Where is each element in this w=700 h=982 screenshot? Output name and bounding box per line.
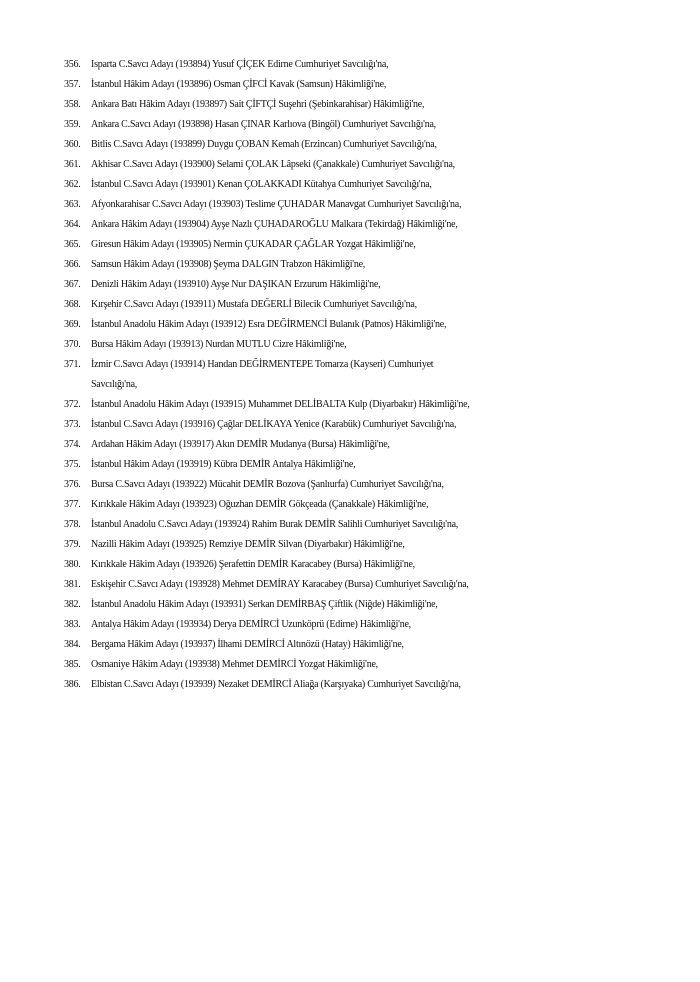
- list-item: [64, 295, 684, 315]
- item-number: 362.: [64, 179, 81, 190]
- item-number: 372.: [64, 399, 81, 410]
- list-item: [64, 95, 684, 115]
- item-text: Bitlis C.Savcı Adayı (193899) Duygu ÇOBAN Kemah (Erzincan) Cumhuriyet Savcılığı'na,: [91, 139, 437, 150]
- item-number: 374.: [64, 439, 81, 450]
- item-text: İstanbul Hâkim Adayı (193896) Osman ÇİFCİ Kavak (Samsun) Hâkimliği'ne,: [91, 79, 387, 90]
- list-item: [64, 215, 684, 235]
- list-item: [64, 595, 684, 615]
- item-number: 377.: [64, 499, 81, 510]
- list-item: [64, 455, 684, 475]
- item-number: 380.: [64, 559, 81, 570]
- item-text: İstanbul Anadolu Hâkim Adayı (193931) Serkan DEMİRBAŞ Çiftlik (Niğde) Hâkimliği'ne,: [91, 599, 438, 610]
- item-number: 356.: [64, 59, 81, 70]
- item-number: 367.: [64, 279, 81, 290]
- item-text: Kırşehir C.Savcı Adayı (193911) Mustafa DEĞERLİ Bilecik Cumhuriyet Savcılığı'na,: [91, 299, 417, 310]
- item-text: İstanbul Hâkim Adayı (193919) Kübra DEMİR Antalya Hâkimliği'ne,: [91, 459, 356, 470]
- item-number: 361.: [64, 159, 81, 170]
- item-text: Kırıkkale Hâkim Adayı (193926) Şerafettin DEMİR Karacabey (Bursa) Hâkimliği'ne,: [91, 559, 415, 570]
- item-text: İzmir C.Savcı Adayı (193914) Handan DEĞİRMENTEPE Tomarza (Kayseri) Cumhuriyet Savcılığı'na,: [91, 359, 434, 390]
- list-item: [64, 515, 684, 535]
- item-text: Osmaniye Hâkim Adayı (193938) Mehmet DEMİRCİ Yozgat Hâkimliği'ne,: [91, 659, 378, 670]
- item-number: 378.: [64, 519, 81, 530]
- item-text: İstanbul C.Savcı Adayı (193901) Kenan ÇOLAKKADI Kütahya Cumhuriyet Savcılığı'na,: [91, 179, 432, 190]
- list-item: [64, 535, 684, 555]
- list-item: [64, 315, 684, 335]
- list-item: [64, 655, 684, 675]
- item-text: İstanbul Anadolu Hâkim Adayı (193915) Muhammet DELİBALTA Kulp (Diyarbakır) Hâkimliği'ne,: [91, 399, 470, 410]
- list-item: [64, 615, 684, 635]
- item-text: Bergama Hâkim Adayı (193937) İlhami DEMİRCİ Altınözü (Hatay) Hâkimliği'ne,: [91, 639, 404, 650]
- item-number: 381.: [64, 579, 81, 590]
- item-number: 383.: [64, 619, 81, 630]
- list-item: [64, 335, 684, 355]
- item-number: 370.: [64, 339, 81, 350]
- list-item: [64, 495, 684, 515]
- item-text: Denizli Hâkim Adayı (193910) Ayşe Nur DAŞIKAN Erzurum Hâkimliği'ne,: [91, 279, 381, 290]
- item-number: 379.: [64, 539, 81, 550]
- list-item: [64, 675, 684, 695]
- item-number: 360.: [64, 139, 81, 150]
- item-number: 373.: [64, 419, 81, 430]
- list-item: [64, 155, 684, 175]
- list-item: [64, 135, 684, 155]
- item-text: İstanbul Anadolu C.Savcı Adayı (193924) Rahim Burak DEMİR Salihli Cumhuriyet Savcılığı'na,: [91, 519, 459, 530]
- appointment-list: [64, 55, 684, 695]
- item-number: 364.: [64, 219, 81, 230]
- list-item: [64, 355, 684, 395]
- item-number: 359.: [64, 119, 81, 130]
- list-item: [64, 195, 684, 215]
- item-number: 371.: [64, 359, 81, 370]
- item-number: 386.: [64, 679, 81, 690]
- item-number: 366.: [64, 259, 81, 270]
- item-text: Bursa Hâkim Adayı (193913) Nurdan MUTLU Cizre Hâkimliği'ne,: [91, 339, 347, 350]
- item-number: 376.: [64, 479, 81, 490]
- item-number: 357.: [64, 79, 81, 90]
- list-item: [64, 415, 684, 435]
- list-item: [64, 55, 684, 75]
- item-number: 382.: [64, 599, 81, 610]
- item-text: Kırıkkale Hâkim Adayı (193923) Oğuzhan DEMİR Gökçeada (Çanakkale) Hâkimliği'ne,: [91, 499, 429, 510]
- item-number: 375.: [64, 459, 81, 470]
- item-text: Ardahan Hâkim Adayı (193917) Akın DEMİR Mudanya (Bursa) Hâkimliği'ne,: [91, 439, 390, 450]
- list-item: [64, 275, 684, 295]
- item-text: Elbistan C.Savcı Adayı (193939) Nezaket DEMİRCİ Aliağa (Karşıyaka) Cumhuriyet Savcılığı'na,: [91, 679, 461, 690]
- item-text: Isparta C.Savcı Adayı (193894) Yusuf ÇİÇEK Edirne Cumhuriyet Savcılığı'na,: [91, 59, 389, 70]
- list-item: [64, 175, 684, 195]
- item-text: Ankara Batı Hâkim Adayı (193897) Sait ÇİFTÇİ Suşehri (Şebinkarahisar) Hâkimliği'ne,: [91, 99, 425, 110]
- item-number: 385.: [64, 659, 81, 670]
- item-text: Ankara C.Savcı Adayı (193898) Hasan ÇINAR Karlıova (Bingöl) Cumhuriyet Savcılığı'na,: [91, 119, 436, 130]
- list-item: [64, 115, 684, 135]
- item-text: Antalya Hâkim Adayı (193934) Derya DEMİRCİ Uzunköprü (Edirne) Hâkimliği'ne,: [91, 619, 411, 630]
- item-text: İstanbul Anadolu Hâkim Adayı (193912) Esra DEĞİRMENCİ Bulanık (Patnos) Hâkimliği'ne,: [91, 319, 447, 330]
- list-item: [64, 395, 684, 415]
- item-number: 369.: [64, 319, 81, 330]
- list-item: [64, 555, 684, 575]
- item-text: Samsun Hâkim Adayı (193908) Şeyma DALGIN Trabzon Hâkimliği'ne,: [91, 259, 366, 270]
- item-text: Ankara Hâkim Adayı (193904) Ayşe Nazlı ÇUHADAROĞLU Malkara (Tekirdağ) Hâkimliği'ne,: [91, 219, 458, 230]
- item-number: 358.: [64, 99, 81, 110]
- item-text: Afyonkarahisar C.Savcı Adayı (193903) Teslime ÇUHADAR Manavgat Cumhuriyet Savcılığı'na,: [91, 199, 462, 210]
- list-item: [64, 435, 684, 455]
- list-item: [64, 635, 684, 655]
- item-number: 384.: [64, 639, 81, 650]
- item-text: Eskişehir C.Savcı Adayı (193928) Mehmet DEMİRAY Karacabey (Bursa) Cumhuriyet Savcılığı'na,: [91, 579, 469, 590]
- item-number: 368.: [64, 299, 81, 310]
- item-number: 363.: [64, 199, 81, 210]
- item-text: İstanbul C.Savcı Adayı (193916) Çağlar DELİKAYA Yenice (Karabük) Cumhuriyet Savcılığı'na,: [91, 419, 457, 430]
- item-text: Giresun Hâkim Adayı (193905) Nermin ÇUKADAR ÇAĞLAR Yozgat Hâkimliği'ne,: [91, 239, 416, 250]
- list-item: [64, 235, 684, 255]
- item-text: Bursa C.Savcı Adayı (193922) Mücahit DEMİR Bozova (Şanlıurfa) Cumhuriyet Savcılığı'na,: [91, 479, 444, 490]
- item-number: 365.: [64, 239, 81, 250]
- item-text: Akhisar C.Savcı Adayı (193900) Selami ÇOLAK Lâpseki (Çanakkale) Cumhuriyet Savcılığı'na,: [91, 159, 455, 170]
- item-text: Nazilli Hâkim Adayı (193925) Remziye DEMİR Silvan (Diyarbakır) Hâkimliği'ne,: [91, 539, 405, 550]
- list-item: [64, 475, 684, 495]
- list-item: [64, 75, 684, 95]
- list-item: [64, 255, 684, 275]
- list-item: [64, 575, 684, 595]
